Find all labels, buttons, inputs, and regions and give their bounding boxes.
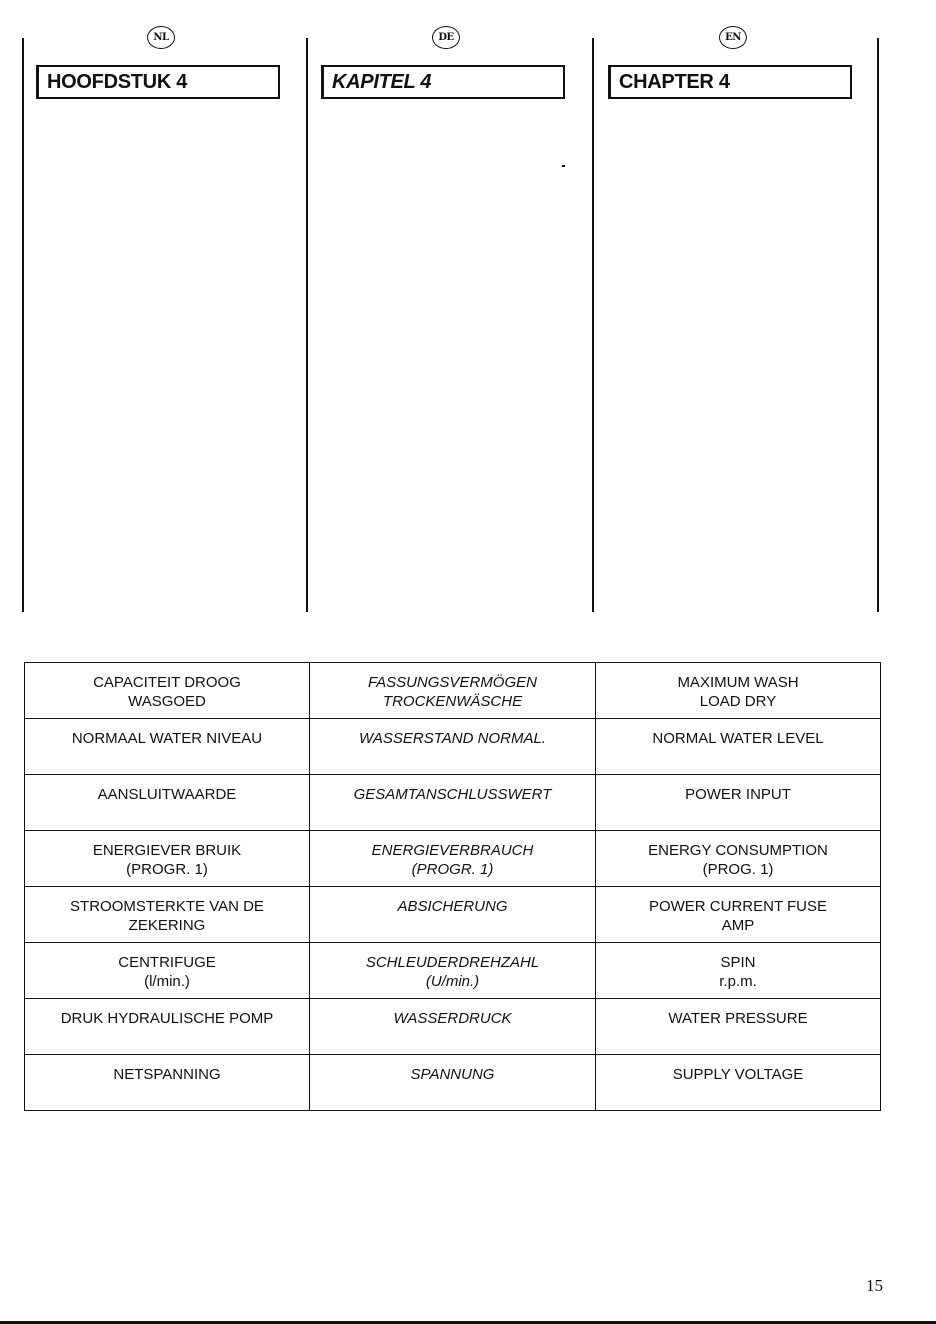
spec-label-de: WASSERSTAND NORMAL. [359,730,546,747]
spec-label-en: SPIN r.p.m. [719,954,757,990]
column-rule-1 [22,38,24,612]
spec-label-nl: ENERGIEVER BRUIK (PROGR. 1) [92,842,242,878]
spec-cell-de [310,831,596,887]
spec-cell-en [596,1055,881,1111]
spec-cell-en [596,943,881,999]
spec-label-en: WATER PRESSURE [668,1010,808,1027]
spec-cell-en [596,719,881,775]
language-badge-en [718,24,748,50]
spec-row [25,775,881,831]
spec-label-en: POWER CURRENT FUSE AMP [648,898,828,934]
spec-cell-nl [25,663,310,719]
language-code-de: DE [432,26,460,49]
spec-label-de: ABSICHERUNG [397,898,508,915]
spec-cell-nl [25,775,310,831]
spec-cell-nl [25,831,310,887]
spec-cell-nl [25,1055,310,1111]
spec-cell-en [596,999,881,1055]
spec-cell-de [310,887,596,943]
spec-label-en: POWER INPUT [685,786,791,803]
spec-cell-de [310,775,596,831]
spec-row [25,943,881,999]
spec-row [25,1055,881,1111]
stray-mark [562,165,565,167]
spec-label-nl: CAPACITEIT DROOG WASGOED [93,674,241,710]
chapter-heading-de: KAPITEL 4 [321,65,565,99]
spec-label-nl: DRUK HYDRAULISCHE POMP [60,1010,274,1027]
spec-cell-de [310,663,596,719]
page-number: 15 [866,1276,883,1295]
spec-cell-de [310,1055,596,1111]
column-rule-2 [306,38,308,612]
spec-label-nl: CENTRIFUGE (l/min.) [118,954,216,990]
spec-row [25,663,881,719]
language-code-nl: NL [147,26,175,49]
spec-cell-en [596,663,881,719]
spec-label-en: MAXIMUM WASH LOAD DRY [677,674,799,710]
spec-row [25,719,881,775]
spec-label-nl: STROOMSTERKTE VAN DE ZEKERING [70,898,264,934]
column-rule-4 [877,38,879,612]
spec-cell-en [596,831,881,887]
spec-row [25,999,881,1055]
spec-label-de: FASSUNGSVERMÖGEN TROCKENWÄSCHE [368,674,537,710]
chapter-heading-en: CHAPTER 4 [608,65,852,99]
spec-label-nl: AANSLUITWAARDE [97,786,237,803]
spec-row [25,831,881,887]
spec-cell-nl [25,887,310,943]
spec-cell-de [310,943,596,999]
spec-label-de: ENERGIEVERBRAUCH (PROGR. 1) [371,842,534,878]
column-rule-3 [592,38,594,612]
spec-label-en: SUPPLY VOLTAGE [672,1066,804,1083]
spec-cell-de [310,719,596,775]
language-badge-nl [146,24,176,50]
spec-label-nl: NORMAAL WATER NIVEAU [71,730,263,747]
spec-table-body [25,663,881,1111]
spec-row [25,887,881,943]
spec-cell-en [596,775,881,831]
spec-table [24,662,881,1111]
spec-label-de: SCHLEUDERDREHZAHL (U/min.) [365,954,540,990]
spec-cell-nl [25,943,310,999]
spec-label-nl: NETSPANNING [113,1066,221,1083]
spec-cell-en [596,887,881,943]
spec-label-en: NORMAL WATER LEVEL [652,730,824,747]
spec-cell-nl [25,719,310,775]
spec-label-de: WASSERDRUCK [393,1010,512,1027]
spec-label-en: ENERGY CONSUMPTION (PROG. 1) [648,842,828,878]
chapter-heading-nl: HOOFDSTUK 4 [36,65,280,99]
spec-label-de: GESAMTANSCHLUSSWERT [353,786,552,803]
language-code-en: EN [719,26,747,49]
language-badge-de [431,24,461,50]
spec-cell-nl [25,999,310,1055]
spec-cell-de [310,999,596,1055]
spec-label-de: SPANNUNG [410,1066,495,1083]
